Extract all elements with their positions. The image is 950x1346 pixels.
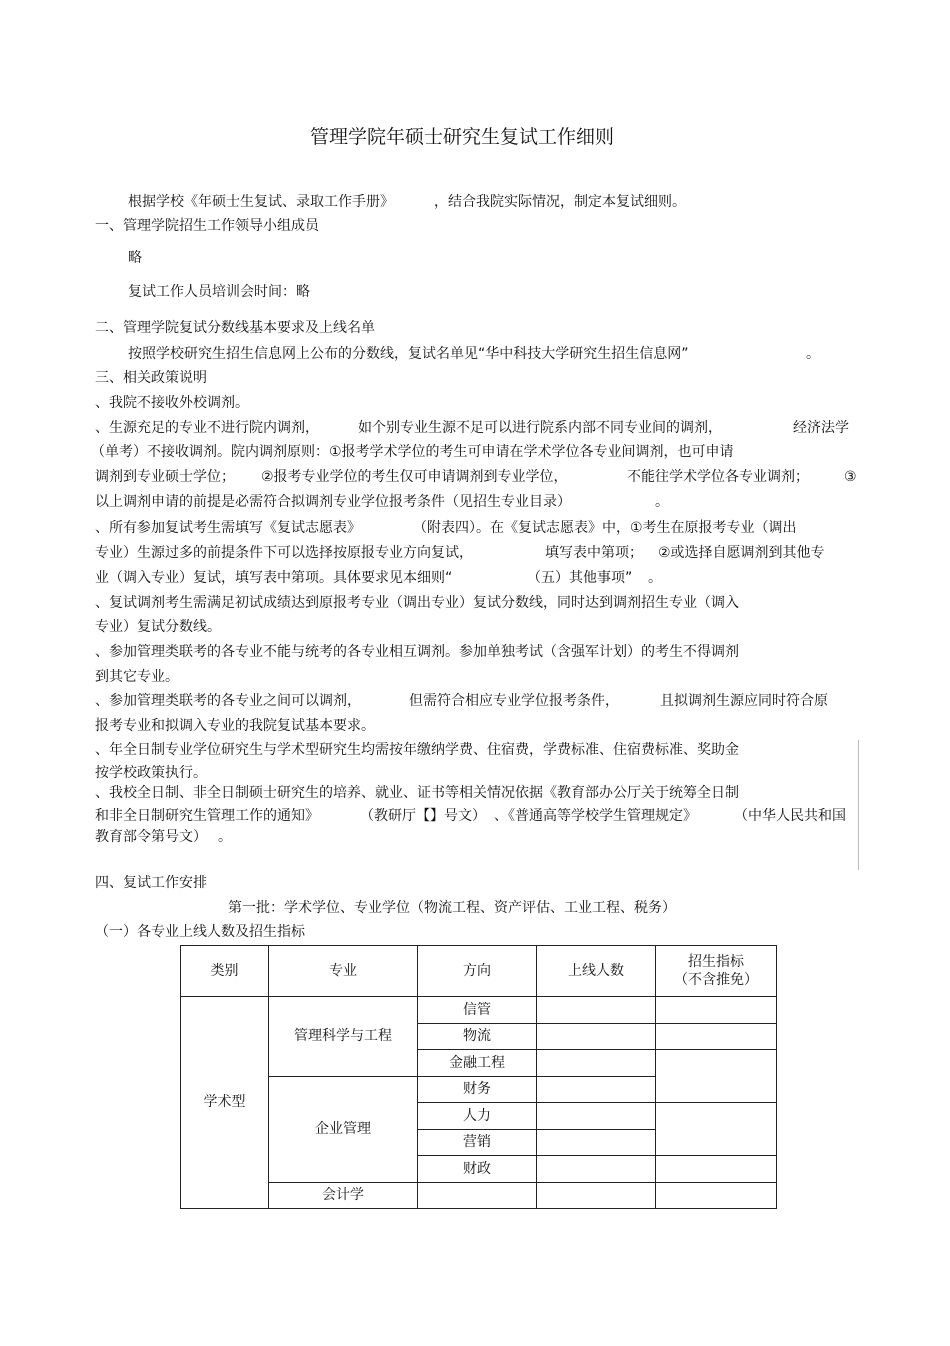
- count-cell: [537, 1023, 656, 1050]
- quota-cell: [656, 1156, 777, 1183]
- policy-6-line-1b: 但需符合相应专业学位报考条件，: [409, 693, 619, 709]
- policy-7-line-1: 、年全日制专业学位研究生与学术型研究生均需按年缴纳学费、住宿费，学费标准、住宿费标准、奖助金: [95, 742, 739, 758]
- policy-2-line-1c: 经济法学: [793, 420, 849, 436]
- direction-cell: 财政: [418, 1156, 537, 1183]
- admission-quota-table: [180, 945, 777, 1209]
- policy-8-line-2b: （教研厅【】号文）: [360, 808, 486, 824]
- category-academic: 学术型: [181, 997, 269, 1209]
- direction-cell: 金融工程: [418, 1050, 537, 1077]
- header-category: 类别: [181, 946, 269, 997]
- table-row: [181, 1182, 777, 1209]
- policy-2-line-1a: 、生源充足的专业不进行院内调剂，: [95, 420, 319, 436]
- policy-8-line-2a: 和非全日制研究生管理工作的通知》: [95, 808, 319, 824]
- policy-8-line-3b: 。: [218, 829, 232, 845]
- policy-2-line-1b: 如个别专业生源不足可以进行院系内部不同专业间的调剂，: [358, 420, 722, 436]
- count-cell: [537, 1103, 656, 1130]
- policy-3-line-2c: ②或选择自愿调剂到其他专: [658, 545, 825, 561]
- policy-8-line-1: 、我校全日制、非全日制硕士研究生的培养、就业、证书等相关情况依据《教育部办公厅关于统筹全日制: [95, 785, 739, 801]
- count-cell: [537, 997, 656, 1024]
- quota-cell: [656, 997, 777, 1024]
- direction-cell: [418, 1182, 537, 1209]
- policy-8-line-2d: （中华人民共和国: [734, 808, 846, 824]
- direction-cell: 人力: [418, 1103, 537, 1130]
- policy-2-line-3c: 不能往学术学位各专业调剂；: [627, 469, 809, 485]
- count-cell: [537, 1050, 656, 1077]
- policy-6-line-2: 报考专业和拟调入专业的我院复试基本要求。: [95, 718, 375, 734]
- policy-8-line-2c: 、《普通高等学校学生管理规定》: [494, 808, 697, 824]
- policy-2-line-4b: 。: [655, 494, 669, 510]
- policy-2-line-2: （单考）不接收调剂。院内调剂原则：①报考学术学位的考生可申请在学术学位各专业间调剂，也可申请: [91, 444, 734, 460]
- count-cell: [537, 1129, 656, 1156]
- section-4-heading: 四、复试工作安排: [95, 875, 207, 891]
- intro-line-part-1: 根据学校《年硕士生复试、录取工作手册》: [128, 194, 394, 210]
- policy-1: 、我院不接收外校调剂。: [95, 395, 249, 411]
- policy-2-line-4a: 以上调剂申请的前提是必需符合拟调剂专业学位报考条件（见招生专业目录）: [95, 494, 571, 510]
- policy-4-line-2: 专业）复试分数线。: [95, 619, 221, 635]
- intro-line-part-2: ，结合我院实际情况，制定本复试细则。: [434, 194, 686, 210]
- direction-cell: 物流: [418, 1023, 537, 1050]
- training-meeting-line: 复试工作人员培训会时间：略: [128, 284, 310, 300]
- policy-6-line-1a: 、参加管理类联考的各专业之间可以调剂，: [95, 693, 361, 709]
- policy-3-line-2b: 填写表中第项；: [545, 545, 643, 561]
- policy-3-line-3a: 业（调入专业）复试，填写表中第项。具体要求见本细则“: [95, 570, 453, 586]
- policy-2-line-3b: ②报考专业学位的考生仅可申请调剂到专业学位，: [261, 469, 568, 485]
- quota-cell: [656, 1050, 777, 1103]
- section-2-body-part-2: 。: [806, 346, 820, 362]
- policy-2-line-3d: ③: [844, 469, 857, 485]
- policy-4-line-1: 、复试调剂考生需满足初试成绩达到原报考专业（调出专业）复试分数线，同时达到调剂招生专业（调入: [95, 595, 739, 611]
- policy-5-line-1: 、参加管理类联考的各专业不能与统考的各专业相互调剂。参加单独考试（含强军计划）的考生不得调剂: [95, 644, 739, 660]
- header-quota: [656, 946, 777, 997]
- section-1-heading: 一、管理学院招生工作领导小组成员: [95, 218, 319, 234]
- policy-3-line-3c: 。: [648, 570, 662, 586]
- subsection-1-heading: （一）各专业上线人数及招生指标: [95, 924, 305, 940]
- policy-2-line-3a: 调剂到专业硕士学位；: [95, 469, 235, 485]
- policy-7-line-2: 按学校政策执行。: [95, 765, 207, 781]
- major-management-science: 管理科学与工程: [269, 997, 418, 1077]
- policy-3-line-1b: （附表四）。在《复试志愿表》中，①考生在原报考专业（调出: [413, 520, 797, 536]
- quota-cell: [656, 1103, 777, 1156]
- major-accounting: 会计学: [269, 1182, 418, 1209]
- direction-cell: 信管: [418, 997, 537, 1024]
- table-row: [181, 997, 777, 1024]
- table-header-row: [181, 946, 777, 997]
- count-cell: [537, 1076, 656, 1103]
- policy-8-line-3: 教育部令第号文）: [95, 829, 207, 845]
- header-quota-line-1: 招生指标: [688, 953, 744, 970]
- section-2-heading: 二、管理学院复试分数线基本要求及上线名单: [95, 320, 375, 336]
- section-2-body-part-1: 按照学校研究生招生信息网上公布的分数线，复试名单见“华中科技大学研究生招生信息网”: [128, 346, 689, 362]
- policy-3-line-2a: 专业）生源过多的前提条件下可以选择按原报专业方向复试，: [95, 545, 473, 561]
- margin-rule: [858, 740, 859, 870]
- direction-cell: 财务: [418, 1076, 537, 1103]
- direction-cell: 营销: [418, 1129, 537, 1156]
- section-1-body: 略: [128, 250, 142, 266]
- count-cell: [537, 1182, 656, 1209]
- batch-1-heading: 第一批：学术学位、专业学位（物流工程、资产评估、工业工程、税务）: [228, 900, 676, 916]
- header-direction: 方向: [418, 946, 537, 997]
- major-business-management: 企业管理: [269, 1076, 418, 1182]
- header-count: 上线人数: [537, 946, 656, 997]
- policy-5-line-2: 到其它专业。: [95, 669, 179, 685]
- quota-cell: [656, 1182, 777, 1209]
- header-major: 专业: [269, 946, 418, 997]
- page-title: 管理学院年硕士研究生复试工作细则: [310, 126, 615, 148]
- count-cell: [537, 1156, 656, 1183]
- header-quota-line-2: （不含推免）: [674, 972, 758, 988]
- policy-3-line-1a: 、所有参加复试考生需填写《复试志愿表》: [95, 520, 361, 536]
- policy-3-line-3b: （五）其他事项”: [527, 570, 633, 586]
- section-3-heading: 三、相关政策说明: [95, 370, 207, 386]
- policy-6-line-1c: 且拟调剂生源应同时符合原: [660, 693, 828, 709]
- quota-cell: [656, 1023, 777, 1050]
